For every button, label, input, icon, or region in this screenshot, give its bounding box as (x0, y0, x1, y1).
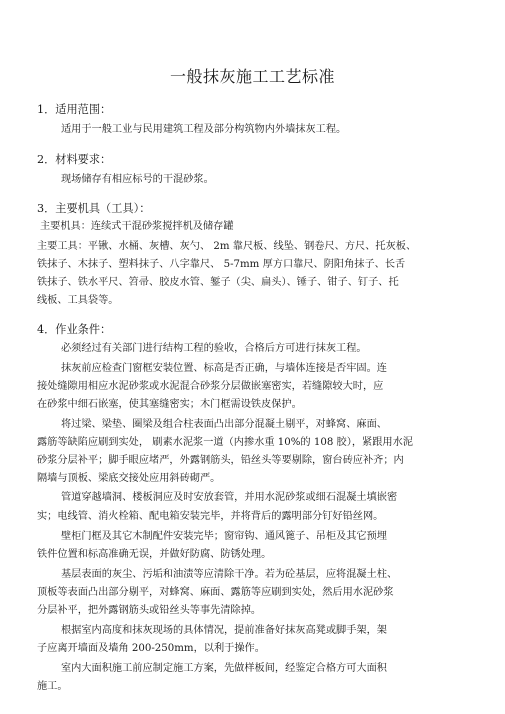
paragraph-line: 铁抹子、铁水平尺、笤帚、胶皮水管、錾子（尖、扁头）、锤子、钳子、钉子、托 (37, 277, 399, 288)
paragraph-line: 在砂浆中细石嵌塞，使其塞缝密实；木门框需设铁皮保护。 (37, 399, 302, 410)
paragraph-line: 壁柜门框及其它木制配件安装完毕；窗帘钩、通风篦子、吊柜及其它预埋 (61, 531, 387, 542)
paragraph-line: 线板、工具袋等。 (37, 295, 119, 306)
paragraph-line: 主要工具：平锹、水桶、灰槽、灰勺、 2m 靠尺板、线坠、钢卷尺、方尺、托灰板、 (37, 241, 417, 252)
paragraph-line: 现场储存有相应标号的干混砂浆。 (61, 174, 214, 185)
paragraph-line: 分层补平，把外露钢筋头或铅丝头等事先清除掉。 (37, 605, 262, 616)
paragraph-line: 砂浆分层补平；脚手眼应堵严，外露钢筋头，铅丝头等要剔除，窗台砖应补齐；内 (37, 455, 404, 466)
section-heading: 1．适用范围： (37, 103, 112, 116)
document-title: 一般抹灰施工工艺标准 (169, 67, 335, 86)
paragraph-line: 必须经过有关部门进行结构工程的验收，合格后方可进行抹灰工程。 (61, 343, 367, 354)
paragraph-line: 实；电线管、消火栓箱、配电箱安装完毕，并将背后的露明部分钉好铅丝网。 (37, 511, 384, 522)
paragraph-line: 将过梁、梁垫、圈梁及组合柱表面凸出部分混凝土剔平，对蜂窝、麻面、 (61, 419, 387, 430)
section-heading: 3．主要机具（工具）： (37, 202, 151, 215)
paragraph-line: 隔墙与顶板、梁底交接处应用斜砖砌严。 (37, 473, 221, 484)
paragraph-line: 露筋等缺陷应刷到实处， 刷素水泥浆一道（内掺水重 10%的 108 胶），紧跟用水泥 (37, 437, 413, 448)
paragraph-line: 铁抹子、木抹子、塑料抹子、八字靠尺、 5-7mm 厚方口靠尺、阴阳角抹子、长舌 (37, 259, 406, 270)
paragraph-line: 基层表面的灰尘、污垢和油渍等应清除干净。若为砼基层，应将混凝土柱、 (61, 569, 398, 580)
section-heading: 2．材料要求： (37, 153, 112, 166)
paragraph-line: 顶板等表面凸出部分剔平，对蜂窝、麻面、露筋等应刷到实处，然后用水泥砂浆 (37, 587, 394, 598)
paragraph-line: 室内大面积施工前应制定施工方案，先做样板间，经鉴定合格方可大面积 (61, 663, 387, 674)
paragraph-line: 抹灰前应检查门窗框安装位置、标高是否正确，与墙体连接是否牢固。连 (61, 363, 387, 374)
paragraph-line: 铁件位置和标高准确无误，并做好防腐、防锈处理。 (37, 549, 272, 560)
paragraph-line: 根据室内高度和抹灰现场的具体情况，提前准备好抹灰高凳或脚手架，架 (61, 625, 387, 636)
paragraph-line: 接处缝隙用相应水泥砂浆或水泥混合砂浆分层做嵌塞密实，若缝隙较大时，应 (37, 381, 384, 392)
paragraph-line: 施工。 (37, 681, 68, 692)
paragraph-line: 主要机具：连续式干混砂浆搅拌机及储存罐 (40, 221, 234, 232)
section-heading: 4．作业条件： (37, 323, 112, 336)
paragraph-line: 适用于一般工业与民用建筑工程及部分构筑物内外墙抹灰工程。 (61, 124, 347, 135)
paragraph-line: 管道穿越墙洞、楼板洞应及时安放套管，并用水泥砂浆或细石混凝土填嵌密 (61, 492, 398, 503)
paragraph-line: 子应离开墙面及墙角 200-250mm，以利于操作。 (37, 643, 265, 654)
